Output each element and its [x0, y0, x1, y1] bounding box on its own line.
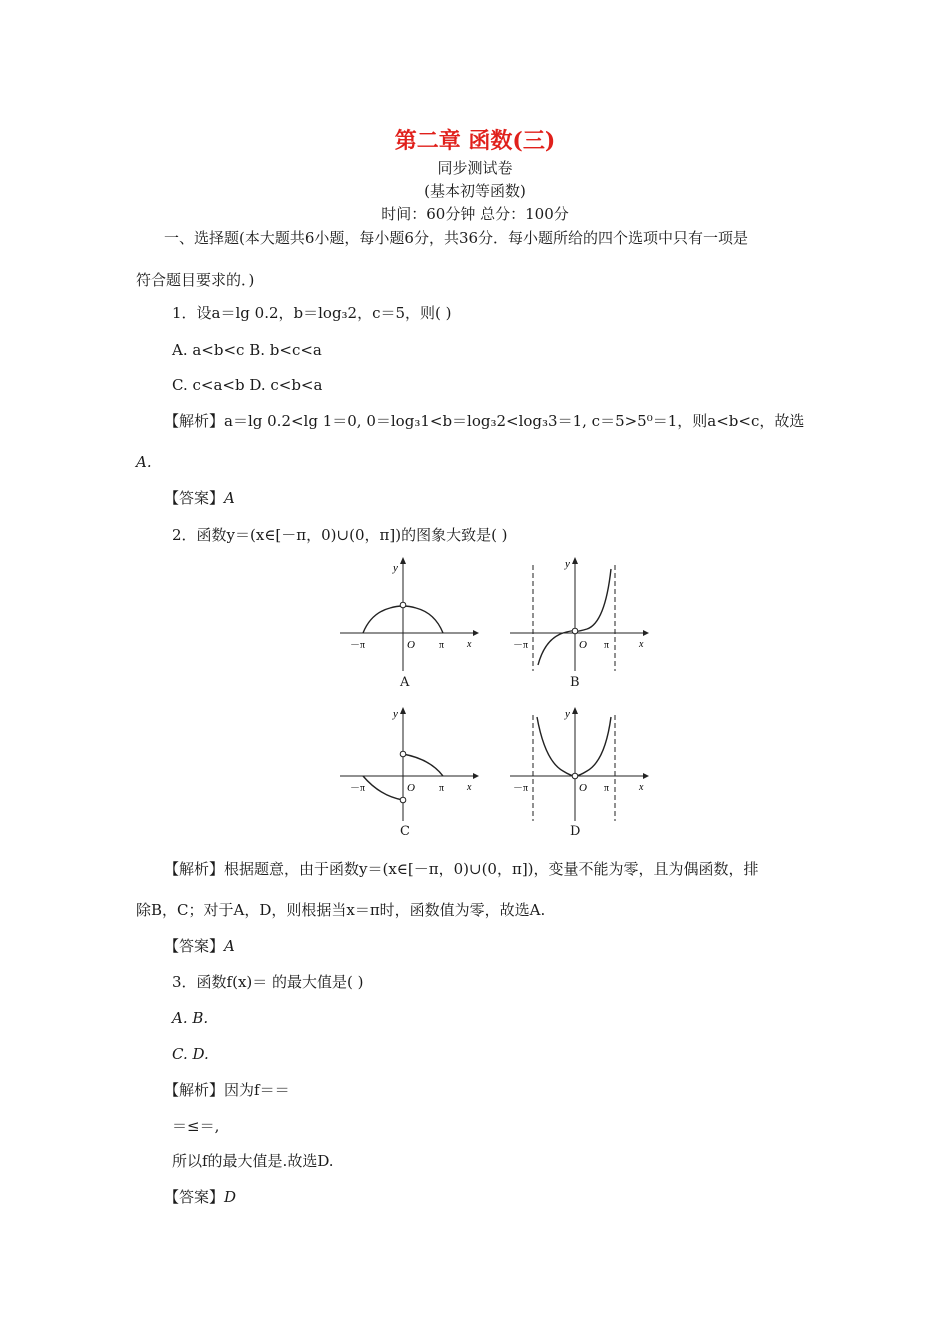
figure-b-graph — [505, 553, 650, 673]
axis-y-label: y — [565, 558, 570, 570]
origin-label: O — [407, 639, 415, 651]
curve — [537, 717, 611, 776]
origin-label: O — [579, 639, 587, 651]
q2-answer-value: A — [224, 937, 235, 955]
figure-b — [505, 553, 650, 673]
q3-stem: 3．函数f(x)＝ 的最大值是( ) — [172, 973, 364, 991]
neg-pi-label: －π — [513, 640, 529, 651]
open-point — [572, 773, 578, 779]
open-point-top — [400, 751, 406, 757]
pi-label: π — [604, 783, 610, 794]
x-axis-arrow — [473, 630, 479, 636]
q1-answer — [164, 488, 235, 508]
section-heading-line1: 一、选择题(本大题共6小题，每小题6分，共36分．每小题所给的四个选项中只有一项是 — [164, 229, 749, 247]
q3-options-cd: C. D. — [172, 1045, 209, 1063]
open-point-bottom — [400, 797, 406, 803]
answer-label: 【答案】 — [164, 937, 225, 955]
analysis-label: 【解析】 — [164, 860, 225, 878]
figure-d-caption: D — [570, 824, 581, 839]
y-axis-arrow — [572, 557, 578, 564]
axis-y-label: y — [393, 708, 398, 720]
neg-pi-label: －π — [350, 640, 366, 651]
q1-analysis-text: a＝lg 0.2<lg 1＝0, 0＝log₃1<b＝log₃2<log₃3＝1, c＝5>5⁰＝1，则a<b<c，故选 — [224, 412, 805, 430]
q1-analysis-line2: A. — [136, 453, 152, 471]
section-heading-line2: 符合题目要求的．) — [136, 271, 255, 289]
axis-x-label: x — [639, 639, 644, 650]
q1-options-cd: C. c<a<b D. c<b<a — [172, 376, 323, 394]
answer-label: 【答案】 — [164, 489, 225, 507]
q3-analysis-line3: 所以f的最大值是.故选D. — [172, 1152, 334, 1170]
axis-y-label: y — [393, 562, 398, 574]
axis-x-label: x — [467, 782, 472, 793]
q1-options-ab: A. a<b<c B. b<c<a — [172, 341, 322, 359]
q3-analysis-line1 — [164, 1080, 290, 1100]
figure-a — [335, 553, 480, 673]
x-axis-arrow — [473, 773, 479, 779]
q2-stem: 2．函数y＝(x∈[－π，0)∪(0，π])的图象大致是( ) — [172, 526, 508, 544]
x-axis-arrow — [643, 630, 649, 636]
figure-a-caption: A — [400, 675, 410, 690]
origin-label: O — [579, 782, 587, 794]
curve-left — [363, 776, 403, 800]
q3-answer — [164, 1187, 236, 1207]
figure-b-caption: B — [570, 675, 580, 690]
figure-d — [505, 703, 650, 823]
q2-analysis-line2: 除B，C；对于A，D，则根据当x＝π时，函数值为零，故选A. — [136, 901, 546, 919]
y-axis-arrow — [572, 707, 578, 714]
pi-label: π — [604, 640, 610, 651]
origin-label: O — [407, 782, 415, 794]
figure-d-graph — [505, 703, 650, 823]
q2-answer — [164, 936, 235, 956]
open-point — [400, 602, 406, 608]
page-title: 第二章 函数(三) — [394, 128, 556, 154]
neg-pi-label: －π — [513, 783, 529, 794]
q1-analysis-line1 — [164, 411, 804, 431]
pi-label: π — [439, 640, 445, 651]
analysis-label: 【解析】 — [164, 1081, 225, 1099]
axis-x-label: x — [467, 639, 472, 650]
analysis-label: 【解析】 — [164, 412, 225, 430]
figure-c-graph — [335, 703, 480, 823]
figure-c — [335, 703, 480, 823]
q3-answer-value: D — [224, 1188, 237, 1206]
pi-label: π — [439, 783, 445, 794]
answer-label: 【答案】 — [164, 1188, 225, 1206]
q3-analysis-line2: ＝≤＝, — [172, 1117, 220, 1135]
q2-analysis-text: 根据题意，由于函数y＝(x∈[－π，0)∪(0，π])，变量不能为零，且为偶函数，排 — [224, 860, 759, 878]
x-axis-arrow — [643, 773, 649, 779]
q3-analysis-text: 因为f＝＝ — [224, 1081, 290, 1099]
axis-y-label: y — [565, 708, 570, 720]
figure-a-graph — [335, 553, 480, 673]
axis-x-label: x — [639, 782, 644, 793]
curve-right — [403, 754, 443, 776]
q3-options-ab: A. B. — [172, 1009, 209, 1027]
y-axis-arrow — [400, 557, 406, 564]
q1-answer-value: A — [224, 489, 235, 507]
page-topic: (基本初等函数) — [424, 182, 526, 200]
neg-pi-label: －π — [350, 783, 366, 794]
y-axis-arrow — [400, 707, 406, 714]
open-point — [572, 628, 578, 634]
q2-analysis-line1 — [164, 859, 759, 879]
page-subtitle: 同步测试卷 — [437, 159, 513, 177]
figure-c-caption: C — [400, 824, 410, 839]
time-info: 时间：60分钟 总分：100分 — [381, 205, 569, 223]
q1-stem: 1．设a＝lg 0.2，b＝log₃2，c＝5，则( ) — [172, 304, 452, 322]
